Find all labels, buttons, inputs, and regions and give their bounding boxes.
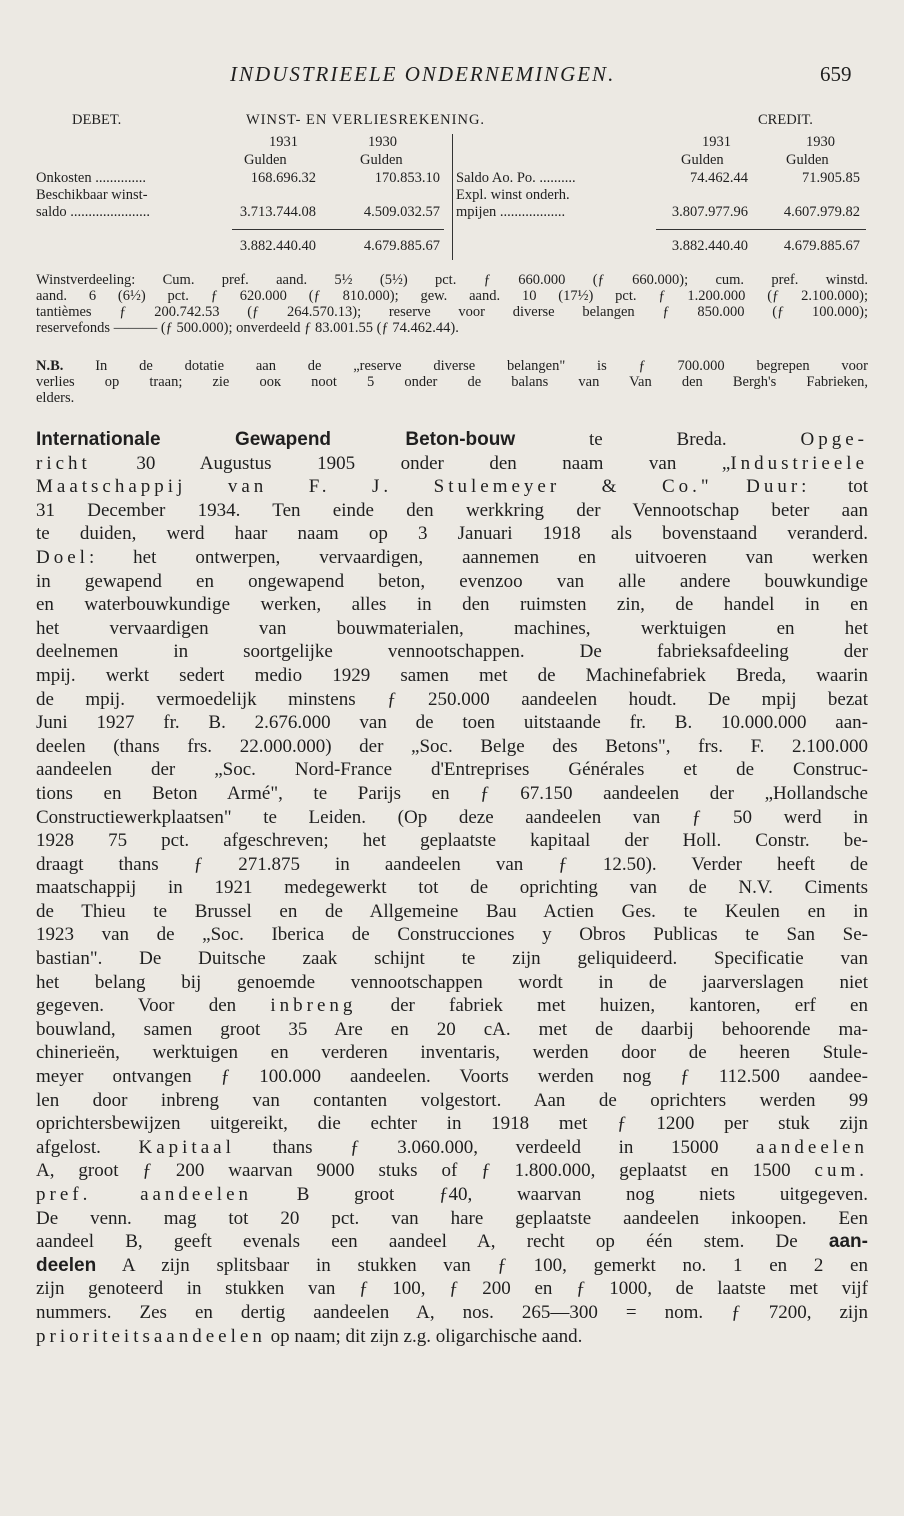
article-line [36, 1112, 868, 1136]
article-text: : het ontwerpen, vervaardigen, aannemen en uitvoeren van werken [88, 546, 868, 568]
article-line [36, 923, 868, 947]
debit-total-1930: 4.679.885.67 [363, 238, 440, 254]
company-article [36, 428, 868, 1348]
article-text: 1928 75 pct. afgeschreven; het geplaatste kapitaal der Holl. Constr. be- [36, 830, 868, 852]
article-text: A, groot ƒ 200 waarvan 9000 stuks of ƒ 1.800.000, geplaatst en 1500 [36, 1160, 815, 1182]
distribution-line: Winstverdeeling: Cum. pref. aand. 5½ (5½) pct. ƒ 660.000 (ƒ 660.000); cum. pref. winstd. [36, 272, 868, 288]
article-text: deelnemen in soortgelijke vennootschappen. De fabrieksafdeeling der [36, 641, 868, 663]
article-text: De venn. mag tot 20 pct. van hare geplaatste aandeelen inkoopen. Een [36, 1207, 868, 1229]
article-text: der fabriek met huizen, kantoren, erf en [356, 995, 868, 1017]
article-text: gegeven. Voor den [36, 995, 271, 1017]
article-line [36, 711, 868, 735]
spaced-keyword: Duur: [746, 476, 811, 498]
article-line [36, 1018, 868, 1042]
credit-year-1931: 1931 [702, 134, 731, 150]
article-line [36, 593, 868, 617]
spaced-keyword: pref. aandeelen [36, 1184, 253, 1205]
article-text: afgelost. [36, 1136, 139, 1158]
article-line [36, 853, 868, 877]
spaced-keyword: richt [36, 452, 91, 474]
article-text: A zijn splitsbaar in stukken van ƒ 100, gemerkt no. 1 en 2 en [96, 1254, 868, 1276]
article-text: zijn genoteerd in stukken van ƒ 100, ƒ 200 en ƒ 1000, de laatste met vijf [36, 1278, 868, 1300]
debet-label: DEBET. [72, 112, 122, 128]
credit-sum-rule [656, 229, 866, 230]
article-text: het belang bij genoemde vennootschappen wordt in de jaarverslagen niet [36, 971, 868, 993]
column-divider [452, 134, 453, 260]
section-title: INDUSTRIEELE ONDERNEMINGEN. [230, 62, 616, 86]
profit-loss-account [36, 112, 866, 260]
article-text: de mpij. vermoedelijk minstens ƒ 250.000 aandeelen houdt. De mpij bezat [36, 688, 868, 710]
article-line [36, 546, 868, 570]
article-text: draagt thans ƒ 271.875 in aandeelen van ƒ 12.50). Verder heeft de [36, 853, 868, 875]
article-line [36, 499, 868, 523]
article-line [36, 947, 868, 971]
article-text: tot [810, 476, 868, 498]
article-line [36, 876, 868, 900]
footnote [36, 358, 868, 406]
article-text: bastian". De Duitsche zaak schijnt te zijn geliquideerd. Specificatie van [36, 948, 868, 970]
spaced-keyword: Kapitaal [138, 1136, 235, 1158]
debit-row-value-1930: 4.509.032.57 [363, 204, 440, 220]
footnote-line: elders. [36, 390, 75, 406]
spaced-keyword: inbreng [270, 995, 357, 1017]
article-line [36, 1254, 868, 1278]
article-line [36, 664, 868, 688]
credit-unit-1931: Gulden [681, 152, 724, 168]
footnote-line [36, 358, 868, 374]
credit-row-value-1930: 4.607.979.82 [783, 204, 860, 220]
article-line [36, 1301, 868, 1325]
article-line [36, 900, 868, 924]
note-text: In de dotatie aan de „reserve diverse belangen" is ƒ 700.000 begrepen voor [63, 358, 868, 374]
article-line [36, 1183, 868, 1207]
article-line [36, 1230, 868, 1254]
statement-title: WINST- EN VERLIESREKENING. [246, 112, 486, 128]
article-text: en waterbouwkundige werken, alles in den ruimsten zin, de handel in en [36, 594, 868, 616]
bold-keyword: deelen [36, 1254, 97, 1276]
article-text: oprichtersbewijzen uitgereikt, die echter in 1918 met ƒ 1200 per stuk zijn [36, 1113, 868, 1135]
article-line [36, 1207, 868, 1231]
article-line [36, 994, 868, 1018]
article-text: tions en Beton Armé", te Parijs en ƒ 67.150 aandeelen der „Hollandsche [36, 782, 868, 804]
debit-unit-1931: Gulden [244, 152, 287, 168]
article-line [36, 522, 868, 546]
debit-year-1931: 1931 [269, 134, 298, 150]
article-text: " [700, 476, 747, 498]
article-text: thans ƒ 3.060.000, verdeeld in 15000 [234, 1136, 757, 1158]
article-text: het vervaardigen van bouwmaterialen, machines, werktuigen en het [36, 617, 868, 639]
article-line [36, 452, 868, 476]
article-line [36, 688, 868, 712]
article-text: B groot ƒ40, waarvan nog niets uitgegeven. [252, 1184, 868, 1205]
article-text: 30 Augustus 1905 onder den naam van „ [90, 452, 731, 474]
credit-row-value-1931: 3.807.977.96 [671, 204, 748, 220]
article-line [36, 782, 868, 806]
article-line [36, 428, 868, 452]
article-text: nummers. Zes en dertig aandeelen A, nos. 265—300 = nom. ƒ 7200, zijn [36, 1301, 868, 1323]
article-text: meyer ontvangen ƒ 100.000 aandeelen. Voorts werden nog ƒ 112.500 aandee- [36, 1066, 868, 1088]
article-line [36, 475, 868, 499]
article-text: Juni 1927 fr. B. 2.676.000 van de toen uitstaande fr. B. 10.000.000 aan- [36, 712, 868, 734]
distribution-line: tantièmes ƒ 200.742.53 (ƒ 264.570.13); reserve voor diverse belangen ƒ 850.000 (ƒ 100.000); [36, 304, 868, 320]
credit-row-label: Expl. winst onderh. [456, 187, 570, 203]
bold-keyword: aan- [828, 1231, 868, 1253]
credit-unit-1930: Gulden [786, 152, 829, 168]
article-text: aandeel B, geeft evenals een aandeel A, recht op één stem. De [36, 1231, 829, 1253]
debit-row-label: saldo ...................... [36, 204, 150, 220]
article-line [36, 640, 868, 664]
spaced-keyword: prioriteitsaandeelen [36, 1325, 266, 1347]
article-text: bouwland, samen groot 35 Are en 20 cA. met de daarbij behoorende ma- [36, 1018, 868, 1040]
article-text: op naam; dit zijn z.g. oligarchische aand. [265, 1325, 583, 1347]
credit-total-1930: 4.679.885.67 [783, 238, 860, 254]
article-line [36, 1325, 868, 1349]
article-line [36, 971, 868, 995]
article-text: Constructiewerkplaatsen" te Leiden. (Op deze aandeelen van ƒ 50 werd in [36, 806, 868, 828]
debit-unit-1930: Gulden [360, 152, 403, 168]
article-line [36, 806, 868, 830]
article-line [36, 1136, 868, 1160]
debit-total-1931: 3.882.440.40 [239, 238, 316, 254]
page-number: 659 [820, 62, 852, 86]
profit-distribution [36, 272, 868, 336]
article-text: in gewapend en ongewapend beton, evenzoo van alle andere bouwkundige [36, 570, 868, 592]
footnote-line: verlies op traan; zie ooк noot 5 onder de balans van Van den Bergh's Fabrieken, [36, 374, 868, 390]
credit-year-1930: 1930 [806, 134, 835, 150]
credit-total-1931: 3.882.440.40 [671, 238, 748, 254]
credit-row-value-1931: 74.462.44 [690, 170, 748, 186]
article-line [36, 735, 868, 759]
debit-year-1930: 1930 [368, 134, 397, 150]
spaced-keyword: cum. [814, 1160, 868, 1182]
article-line [36, 617, 868, 641]
article-text: chinerieën, werktuigen en verderen inventaris, werden door de heeren Stule- [36, 1042, 868, 1064]
spaced-keyword: Maatschappij van F. J. Stulemeyer & Co. [36, 476, 701, 498]
article-line [36, 1041, 868, 1065]
distribution-line: reservefonds ——— (ƒ 500.000); onverdeeld ƒ 83.001.55 (ƒ 74.462.44). [36, 320, 459, 336]
article-text: deelen (thans frs. 22.000.000) der „Soc. Belge des Betons", frs. F. 2.100.000 [36, 735, 868, 757]
article-text: 1923 van de „Soc. Iberica de Construcciones y Obros Publicas te San Se- [36, 924, 868, 946]
distribution-line: aand. 6 (6½) pct. ƒ 620.000 (ƒ 810.000); gew. aand. 10 (17½) pct. ƒ 1.200.000 (ƒ 2.100.000); [36, 288, 868, 304]
article-line [36, 570, 868, 594]
credit-row-value-1930: 71.905.85 [802, 170, 860, 186]
debit-row-value-1930: 170.853.10 [374, 170, 440, 186]
article-text: mpij. werkt sedert medio 1929 samen met de Machinefabriek Breda, waarin [36, 664, 868, 686]
article-text: maatschappij in 1921 medegewerkt tot de oprichting van de N.V. Ciments [36, 877, 868, 899]
note-label: N.B. [36, 358, 64, 374]
debit-row-label: Beschikbaar winst- [36, 187, 148, 203]
article-text: len door inbreng van contanten volgestort. Aan de oprichters werden 99 [36, 1089, 868, 1111]
article-line [36, 1065, 868, 1089]
article-text: te Breda. [515, 429, 801, 450]
running-head [0, 62, 904, 90]
article-line [36, 829, 868, 853]
article-line [36, 1159, 868, 1183]
debit-row-value-1931: 168.696.32 [250, 170, 316, 186]
debit-row-label: Onkosten .............. [36, 170, 146, 186]
credit-row-label: mpijen .................. [456, 204, 566, 220]
article-text: te duiden, werd haar naam op 3 Januari 1918 als bovenstaand veranderd. [36, 523, 868, 545]
debit-sum-rule [232, 229, 444, 230]
company-name: Internationale Gewapend Beton-bouw [36, 429, 516, 450]
article-line [36, 758, 868, 782]
article-text: de Thieu te Brussel en de Allgemeine Bau Actien Ges. te Keulen en in [36, 900, 868, 922]
credit-row-label: Saldo Ao. Po. .......... [456, 170, 576, 186]
spaced-keyword: Industrieele [730, 452, 868, 474]
spaced-keyword: aandeelen [756, 1136, 868, 1158]
article-line [36, 1277, 868, 1301]
debit-row-value-1931: 3.713.744.08 [239, 204, 316, 220]
article-text: 31 December 1934. Ten einde den werkkring der Vennootschap beter aan [36, 499, 868, 521]
article-line [36, 1089, 868, 1113]
credit-label: CREDIT. [758, 112, 813, 128]
spaced-keyword: Opge- [800, 429, 868, 450]
article-text: aandeelen der „Soc. Nord-France d'Entreprises Générales et de Construc- [36, 759, 868, 781]
spaced-keyword: Doel [36, 546, 89, 568]
